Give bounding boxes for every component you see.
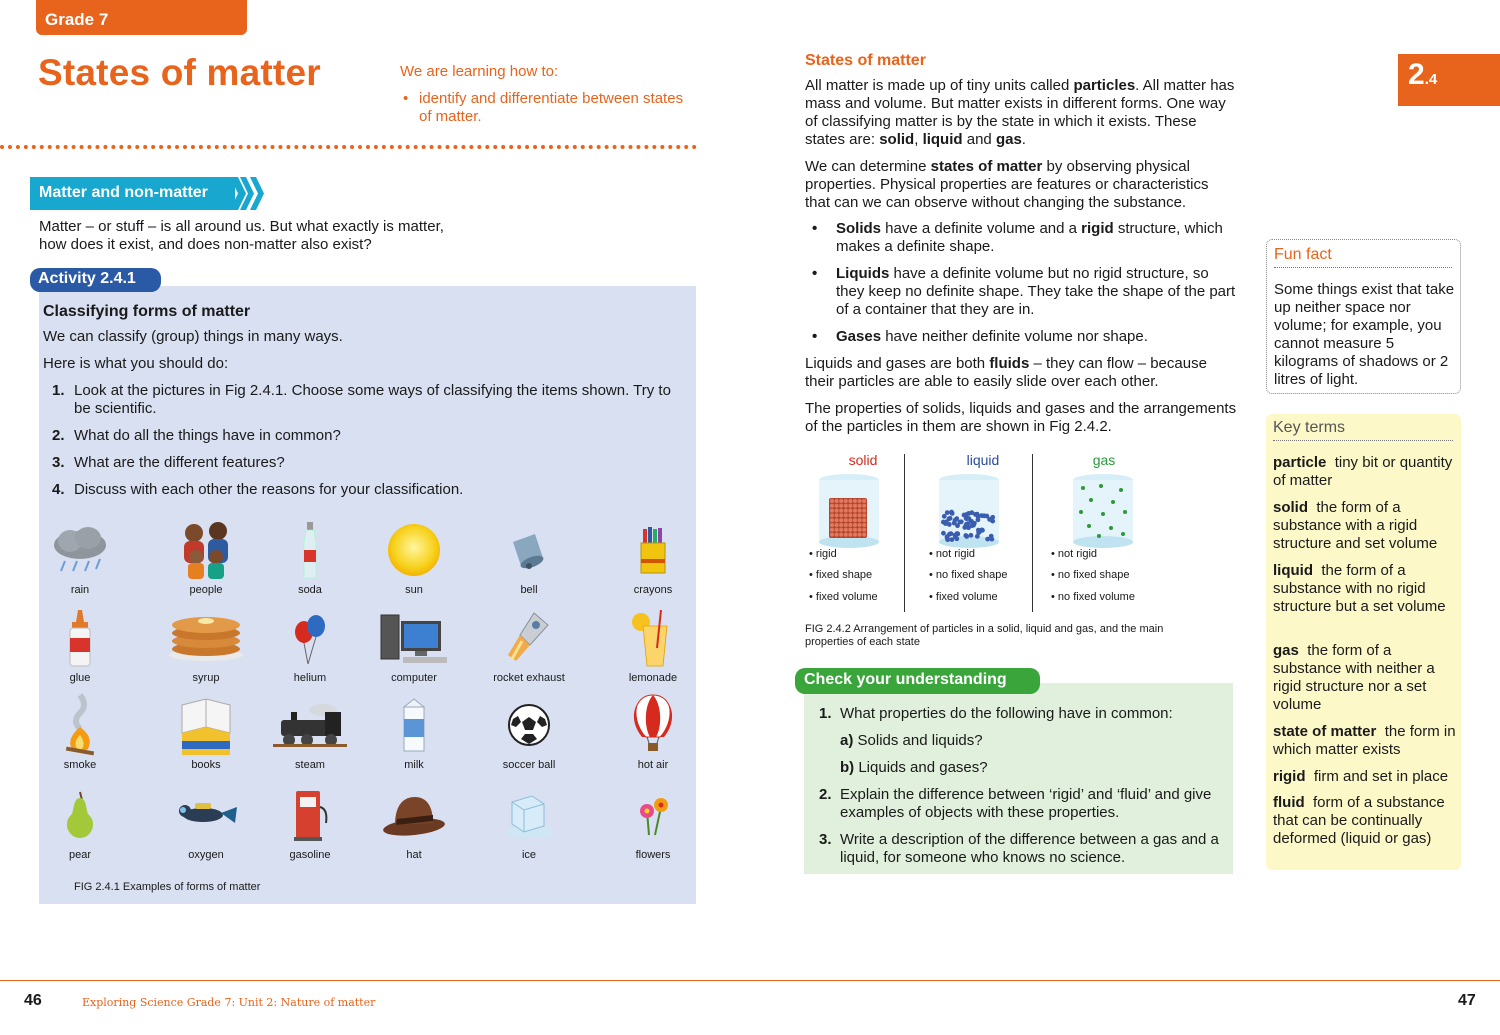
key-term: state of matter the form in which matter exists <box>1273 723 1456 758</box>
picture-computer <box>364 606 464 684</box>
gas-container-icon <box>1071 472 1135 548</box>
sub-question-text: Solids and liquids? <box>857 732 983 749</box>
picture-label: milk <box>404 759 424 771</box>
page-number-right: 47 <box>1458 992 1476 1009</box>
sub-question <box>840 759 988 776</box>
milk-carton-icon <box>398 697 430 753</box>
people-icon <box>176 519 236 581</box>
hat-icon <box>381 793 447 837</box>
liquid-container-icon <box>937 472 1001 548</box>
state-property: • no fixed volume <box>1051 591 1135 603</box>
state-property: • fixed volume <box>929 591 998 603</box>
picture-label: glue <box>69 672 91 684</box>
state-column-gas <box>1045 452 1165 612</box>
computer-icon <box>379 611 449 665</box>
picture-gasoline <box>260 783 360 861</box>
picture-hot-air <box>603 693 703 771</box>
activity-step <box>52 382 672 418</box>
chevrons-icon <box>230 177 264 210</box>
picture-crayons <box>603 518 703 596</box>
key-term: fluid form of a substance that can be continually deformed (liquid or gas) <box>1273 794 1445 847</box>
paragraph: The properties of solids, liquids and gases and the arrangements of the particles in them are shown in Fig 2.4.2. <box>805 400 1237 435</box>
question-text: What properties do the following have in common: <box>840 705 1173 722</box>
paragraph: Liquids and gases are both fluids – they can flow – because their particles are able to easily slide over each other. <box>805 355 1207 390</box>
rain-cloud-icon <box>50 525 110 575</box>
hot-air-balloon-icon <box>630 693 676 757</box>
pancakes-icon <box>167 613 245 663</box>
picture-label: people <box>189 584 223 596</box>
step-text: What are the different features? <box>74 454 285 471</box>
picture-label: lemonade <box>628 672 678 684</box>
picture-label: hot air <box>637 759 669 771</box>
ice-cube-icon <box>502 790 556 840</box>
picture-label: rocket exhaust <box>493 672 565 684</box>
learning-objectives <box>403 90 693 126</box>
picture-label: soda <box>298 584 322 596</box>
activity-step <box>52 454 672 472</box>
learning-intro: We are learning how to: <box>400 63 559 80</box>
gas-pump-icon <box>290 787 330 843</box>
bell-icon <box>507 528 551 572</box>
picture-label: gasoline <box>289 849 331 861</box>
step-number: 3. <box>52 454 65 471</box>
question-item <box>819 786 1224 822</box>
picture-smoke <box>30 693 130 771</box>
key-term: rigid firm and set in place <box>1273 768 1449 785</box>
question-item <box>819 831 1224 867</box>
state-property: • fixed shape <box>809 569 873 581</box>
key-term: liquid the form of a substance with no rigid structure but a set volume <box>1273 562 1446 615</box>
question-number: 1. <box>819 705 832 722</box>
state-column-solid <box>803 452 923 612</box>
glue-bottle-icon <box>66 608 94 668</box>
picture-label: steam <box>295 759 325 771</box>
picture-oxygen <box>156 783 256 861</box>
picture-flowers <box>603 783 703 861</box>
picture-sun <box>364 518 464 596</box>
diver-icon <box>173 797 239 833</box>
picture-label: hat <box>406 849 422 861</box>
fun-fact-title: Fun fact <box>1274 246 1452 268</box>
balloon-icon <box>292 610 328 666</box>
activity-title: Classifying forms of matter <box>43 303 251 320</box>
activity-text: We can classify (group) things in many ways. <box>43 328 343 345</box>
state-property: • rigid <box>809 548 837 560</box>
flowers-icon <box>633 793 673 837</box>
solid-container-icon <box>817 472 881 548</box>
step-number: 4. <box>52 481 65 498</box>
column-divider <box>1032 454 1033 612</box>
bullet-item: • Solids have a definite volume and a rigid structure, which makes a definite shape. <box>812 220 1237 256</box>
picture-label: smoke <box>63 759 97 771</box>
picture-label: books <box>191 759 221 771</box>
picture-rain <box>30 518 130 596</box>
state-column-liquid <box>923 452 1043 612</box>
page-number-left: 46 <box>24 992 42 1009</box>
state-property: • not rigid <box>1051 548 1098 560</box>
question-number: 3. <box>819 831 832 848</box>
picture-hat <box>364 783 464 861</box>
step-number: 1. <box>52 382 65 399</box>
picture-label: rain <box>70 584 90 596</box>
lemonade-icon <box>631 608 675 668</box>
sub-question-number: a) <box>840 732 854 749</box>
paragraph: We can determine states of matter by observing physical properties. Physical properties are features or characteristics that can we can observe without changing the substance. <box>805 158 1209 211</box>
soda-bottle-icon <box>300 520 320 580</box>
picture-glue <box>30 606 130 684</box>
picture-steam <box>260 693 360 771</box>
bullet-item: • Gases have neither definite volume nor shape. <box>812 328 1237 346</box>
page-title: States of matter <box>38 52 321 93</box>
sun-icon <box>386 522 442 578</box>
section-heading: States of matter <box>805 52 926 69</box>
fun-fact-text: Some things exist that take up neither space nor volume; for example, you cannot measure 5 kilograms of shadows or 2 litres of light. <box>1274 281 1455 388</box>
picture-soda <box>260 518 360 596</box>
picture-soccer-ball <box>479 693 579 771</box>
activity-step <box>52 481 672 499</box>
step-number: 2. <box>52 427 65 444</box>
book-icon <box>178 693 234 757</box>
question-text: Explain the difference between ‘rigid’ and ‘fluid’ and give examples of objects with these properties. <box>840 786 1212 821</box>
state-property: • no fixed shape <box>929 569 1008 581</box>
picture-label: flowers <box>635 849 671 861</box>
picture-label: pear <box>68 849 92 861</box>
picture-label: computer <box>391 672 437 684</box>
state-label: liquid <box>966 452 1000 468</box>
states-figure <box>803 452 1163 612</box>
learning-objective: • identify and differentiate between states of matter. <box>403 90 693 126</box>
figure-caption: FIG 2.4.2 Arrangement of particles in a solid, liquid and gas, and the main properties of each state <box>805 623 1164 648</box>
step-text: Discuss with each other the reasons for your classification. <box>74 481 464 498</box>
state-property: • no fixed shape <box>1051 569 1130 581</box>
state-property: • not rigid <box>929 548 976 560</box>
question-text: Write a description of the difference between a gas and a liquid, for someone who knows no science. <box>840 831 1219 866</box>
picture-label: syrup <box>192 672 220 684</box>
picture-label: helium <box>293 672 327 684</box>
rocket-icon <box>504 611 554 665</box>
section-banner: Matter and non-matter <box>30 177 235 210</box>
paragraph: All matter is made up of tiny units called particles. All matter has mass and volume. But matter exists in different forms. One way of classifying matter is by the state in which it exists. These states are: solid, liquid and gas. <box>805 77 1235 148</box>
picture-ice <box>479 783 579 861</box>
activity-step <box>52 427 672 445</box>
picture-lemonade <box>603 606 703 684</box>
activity-badge: Activity 2.4.1 <box>30 268 161 292</box>
section-intro: Matter – or stuff – is all around us. But what exactly is matter, how does it exist, and does non-matter also exist? <box>39 218 444 253</box>
bullet-item: • Liquids have a definite volume but no rigid structure, so they keep no definite shape. They take the shape of the part of a container that they are in. <box>812 265 1237 319</box>
step-text: What do all the things have in common? <box>74 427 341 444</box>
activity-text: Here is what you should do: <box>43 355 229 372</box>
picture-helium <box>260 606 360 684</box>
picture-people <box>156 518 256 596</box>
steam-train-icon <box>271 702 349 748</box>
check-badge: Check your understanding <box>795 668 1040 694</box>
grade-tab: Grade 7 <box>36 0 247 35</box>
state-label: gas <box>1092 452 1116 468</box>
sub-question-text: Liquids and gases? <box>858 759 988 776</box>
picture-label: bell <box>520 584 538 596</box>
column-divider <box>904 454 905 612</box>
question-item <box>819 705 1224 723</box>
key-terms-title: Key terms <box>1273 419 1453 441</box>
picture-label: soccer ball <box>502 759 556 771</box>
picture-label: crayons <box>633 584 673 596</box>
question-number: 2. <box>819 786 832 803</box>
picture-rocket-exhaust <box>479 606 579 684</box>
picture-books <box>156 693 256 771</box>
picture-milk <box>364 693 464 771</box>
footer-title: Exploring Science Grade 7: Unit 2: Nature of matter <box>82 996 376 1009</box>
picture-label: ice <box>521 849 537 861</box>
fire-smoke-icon <box>58 693 102 757</box>
crayons-icon <box>635 525 671 575</box>
state-label: solid <box>848 452 878 468</box>
picture-syrup <box>156 606 256 684</box>
picture-bell <box>479 518 579 596</box>
sub-question <box>840 732 983 749</box>
soccer-ball-icon <box>507 703 551 747</box>
state-property: • fixed volume <box>809 591 878 603</box>
key-term: particle tiny bit or quantity of matter <box>1273 454 1453 489</box>
step-text: Look at the pictures in Fig 2.4.1. Choose some ways of classifying the items shown. Try to be scientific. <box>74 382 671 417</box>
figure-caption: FIG 2.4.1 Examples of forms of matter <box>74 881 261 893</box>
footer-rule <box>0 980 1500 981</box>
unit-number: 2 <box>1408 58 1425 91</box>
dotted-divider <box>0 145 697 149</box>
picture-label: oxygen <box>188 849 224 861</box>
picture-pear <box>30 783 130 861</box>
unit-tab <box>1398 54 1500 106</box>
key-term: solid the form of a substance with a rigid structure and set volume <box>1273 499 1438 552</box>
sub-question-number: b) <box>840 759 855 776</box>
pear-icon <box>62 790 98 840</box>
key-term: gas the form of a substance with neither a rigid structure nor a set volume <box>1273 642 1435 713</box>
picture-label: sun <box>405 584 423 596</box>
unit-subnumber: .4 <box>1424 71 1438 88</box>
